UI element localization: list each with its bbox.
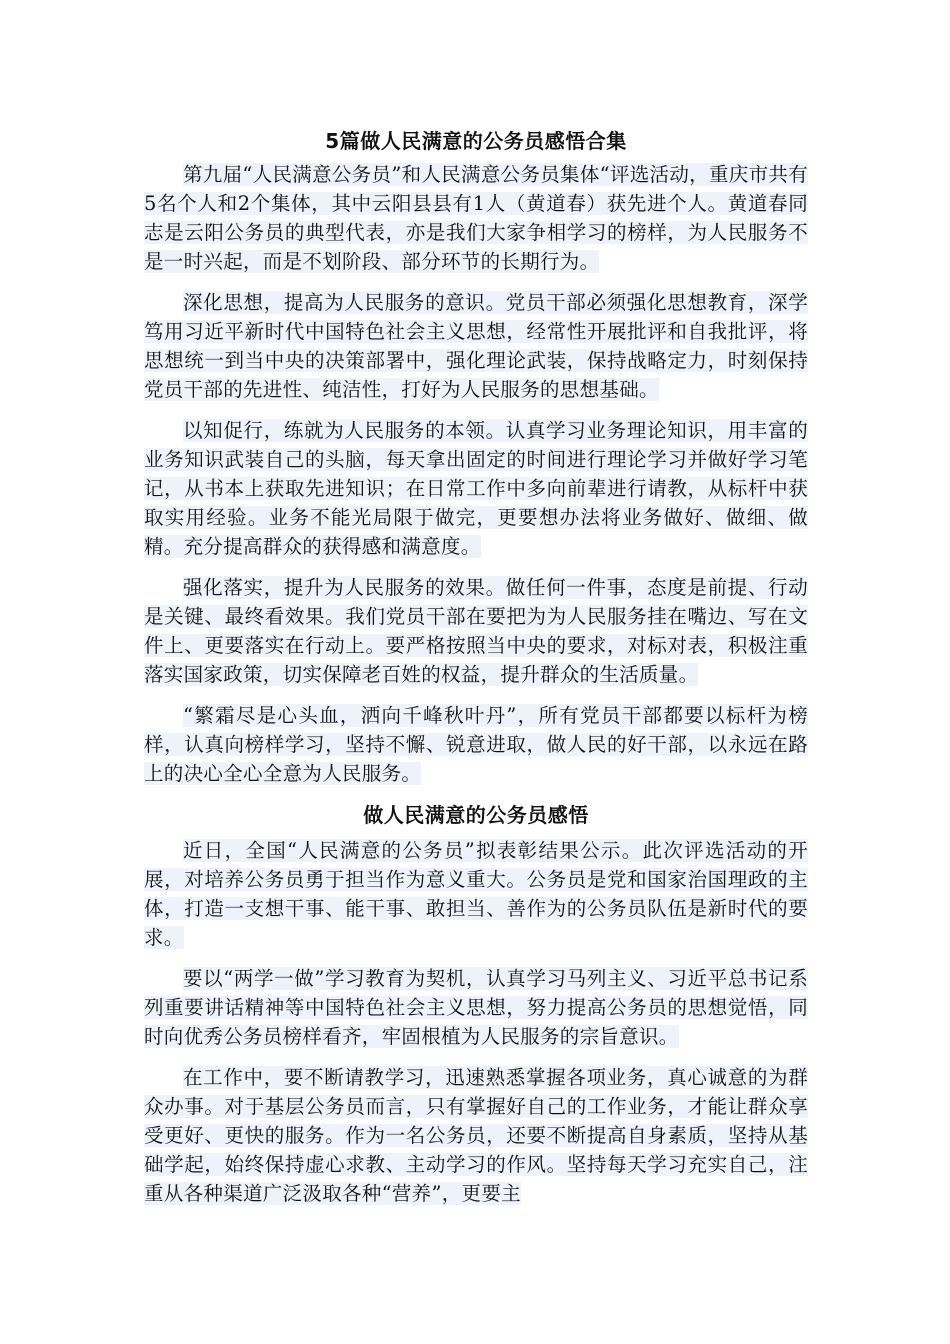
paragraph: [144, 836, 808, 952]
paragraph: [144, 1063, 808, 1208]
paragraph: [144, 160, 808, 276]
paragraph: [144, 288, 808, 404]
paragraph-text: 深化思想，提高为人民服务的意识。党员干部必须强化思想教育，深学笃用习近平新时代中国特色社会主义思想，经常性开展批评和自我批评，将思想统一到当中央的决策部署中，强化理论武装，保持战略定力，时刻保持党员干部的先进性、纯洁性，打好为人民服务的思想基础。: [144, 291, 808, 401]
document-title: 5篇做人民满意的公务员感悟合集: [325, 129, 627, 153]
document-body: [144, 126, 808, 1220]
paragraph: [144, 416, 808, 561]
paragraph: [144, 701, 808, 788]
paragraph-text: 第九届“人民满意公务员”和人民满意公务员集体“评选活动，重庆市共有5名个人和2个集体，其中云阳县县有1人（黄道春）获先进个人。黄道春同志是云阳公务员的典型代表，亦是我们大家争相学习的榜样，为人民服务不是一时兴起，而是不划阶段、部分环节的长期行为。: [144, 163, 808, 273]
paragraph-text: 在工作中，要不断请教学习，迅速熟悉掌握各项业务，真心诚意的为群众办事。对于基层公务员而言，只有掌握好自己的工作业务，才能让群众享受更好、更快的服务。作为一名公务员，还要不断提高自身素质，坚持从基础学起，始终保持虚心求教、主动学习的作风。坚持每天学习充实自己，注重从各种渠道广泛汲取各种“营养”，更要主: [144, 1066, 808, 1205]
paragraph-text: 强化落实，提升为人民服务的效果。做任何一件事，态度是前提、行动是关键、最终看效果。我们党员干部在要把为为人民服务挂在嘴边、写在文件上、更要落实在行动上。要严格按照当中央的要求，对标对表，积极注重落实国家政策，切实保障老百姓的权益，提升群众的生活质量。: [144, 576, 808, 686]
paragraph: [144, 964, 808, 1051]
paragraph-text: “繁霜尽是心头血，洒向千峰秋叶丹”，所有党员干部都要以标杆为榜样，认真向榜样学习，坚持不懈、锐意进取，做人民的好干部，以永远在路上的决心全心全意为人民服务。: [144, 704, 808, 785]
paragraph-text: 近日，全国“人民满意的公务员”拟表彰结果公示。此次评选活动的开展，对培养公务员勇于担当作为意义重大。公务员是党和国家治国理政的主体，打造一支想干事、能干事、敢担当、善作为的公务员队伍是新时代的要求。: [144, 839, 808, 949]
section-title: 做人民满意的公务员感悟: [363, 803, 589, 827]
paragraph: [144, 573, 808, 689]
paragraph-text: 要以“两学一做”学习教育为契机，认真学习马列主义、习近平总书记系列重要讲话精神等中国特色社会主义思想，努力提高公务员的思想觉悟，同时向优秀公务员榜样看齐，牢固根植为人民服务的宗旨意识。: [144, 967, 808, 1048]
paragraph-text: 以知促行，练就为人民服务的本领。认真学习业务理论知识，用丰富的业务知识武装自己的头脑，每天拿出固定的时间进行理论学习并做好学习笔记，从书本上获取先进知识；在日常工作中多向前辈进行请教，从标杆中获取实用经验。业务不能光局限于做完，更要想办法将业务做好、做细、做精。充分提高群众的获得感和满意度。: [144, 419, 808, 558]
